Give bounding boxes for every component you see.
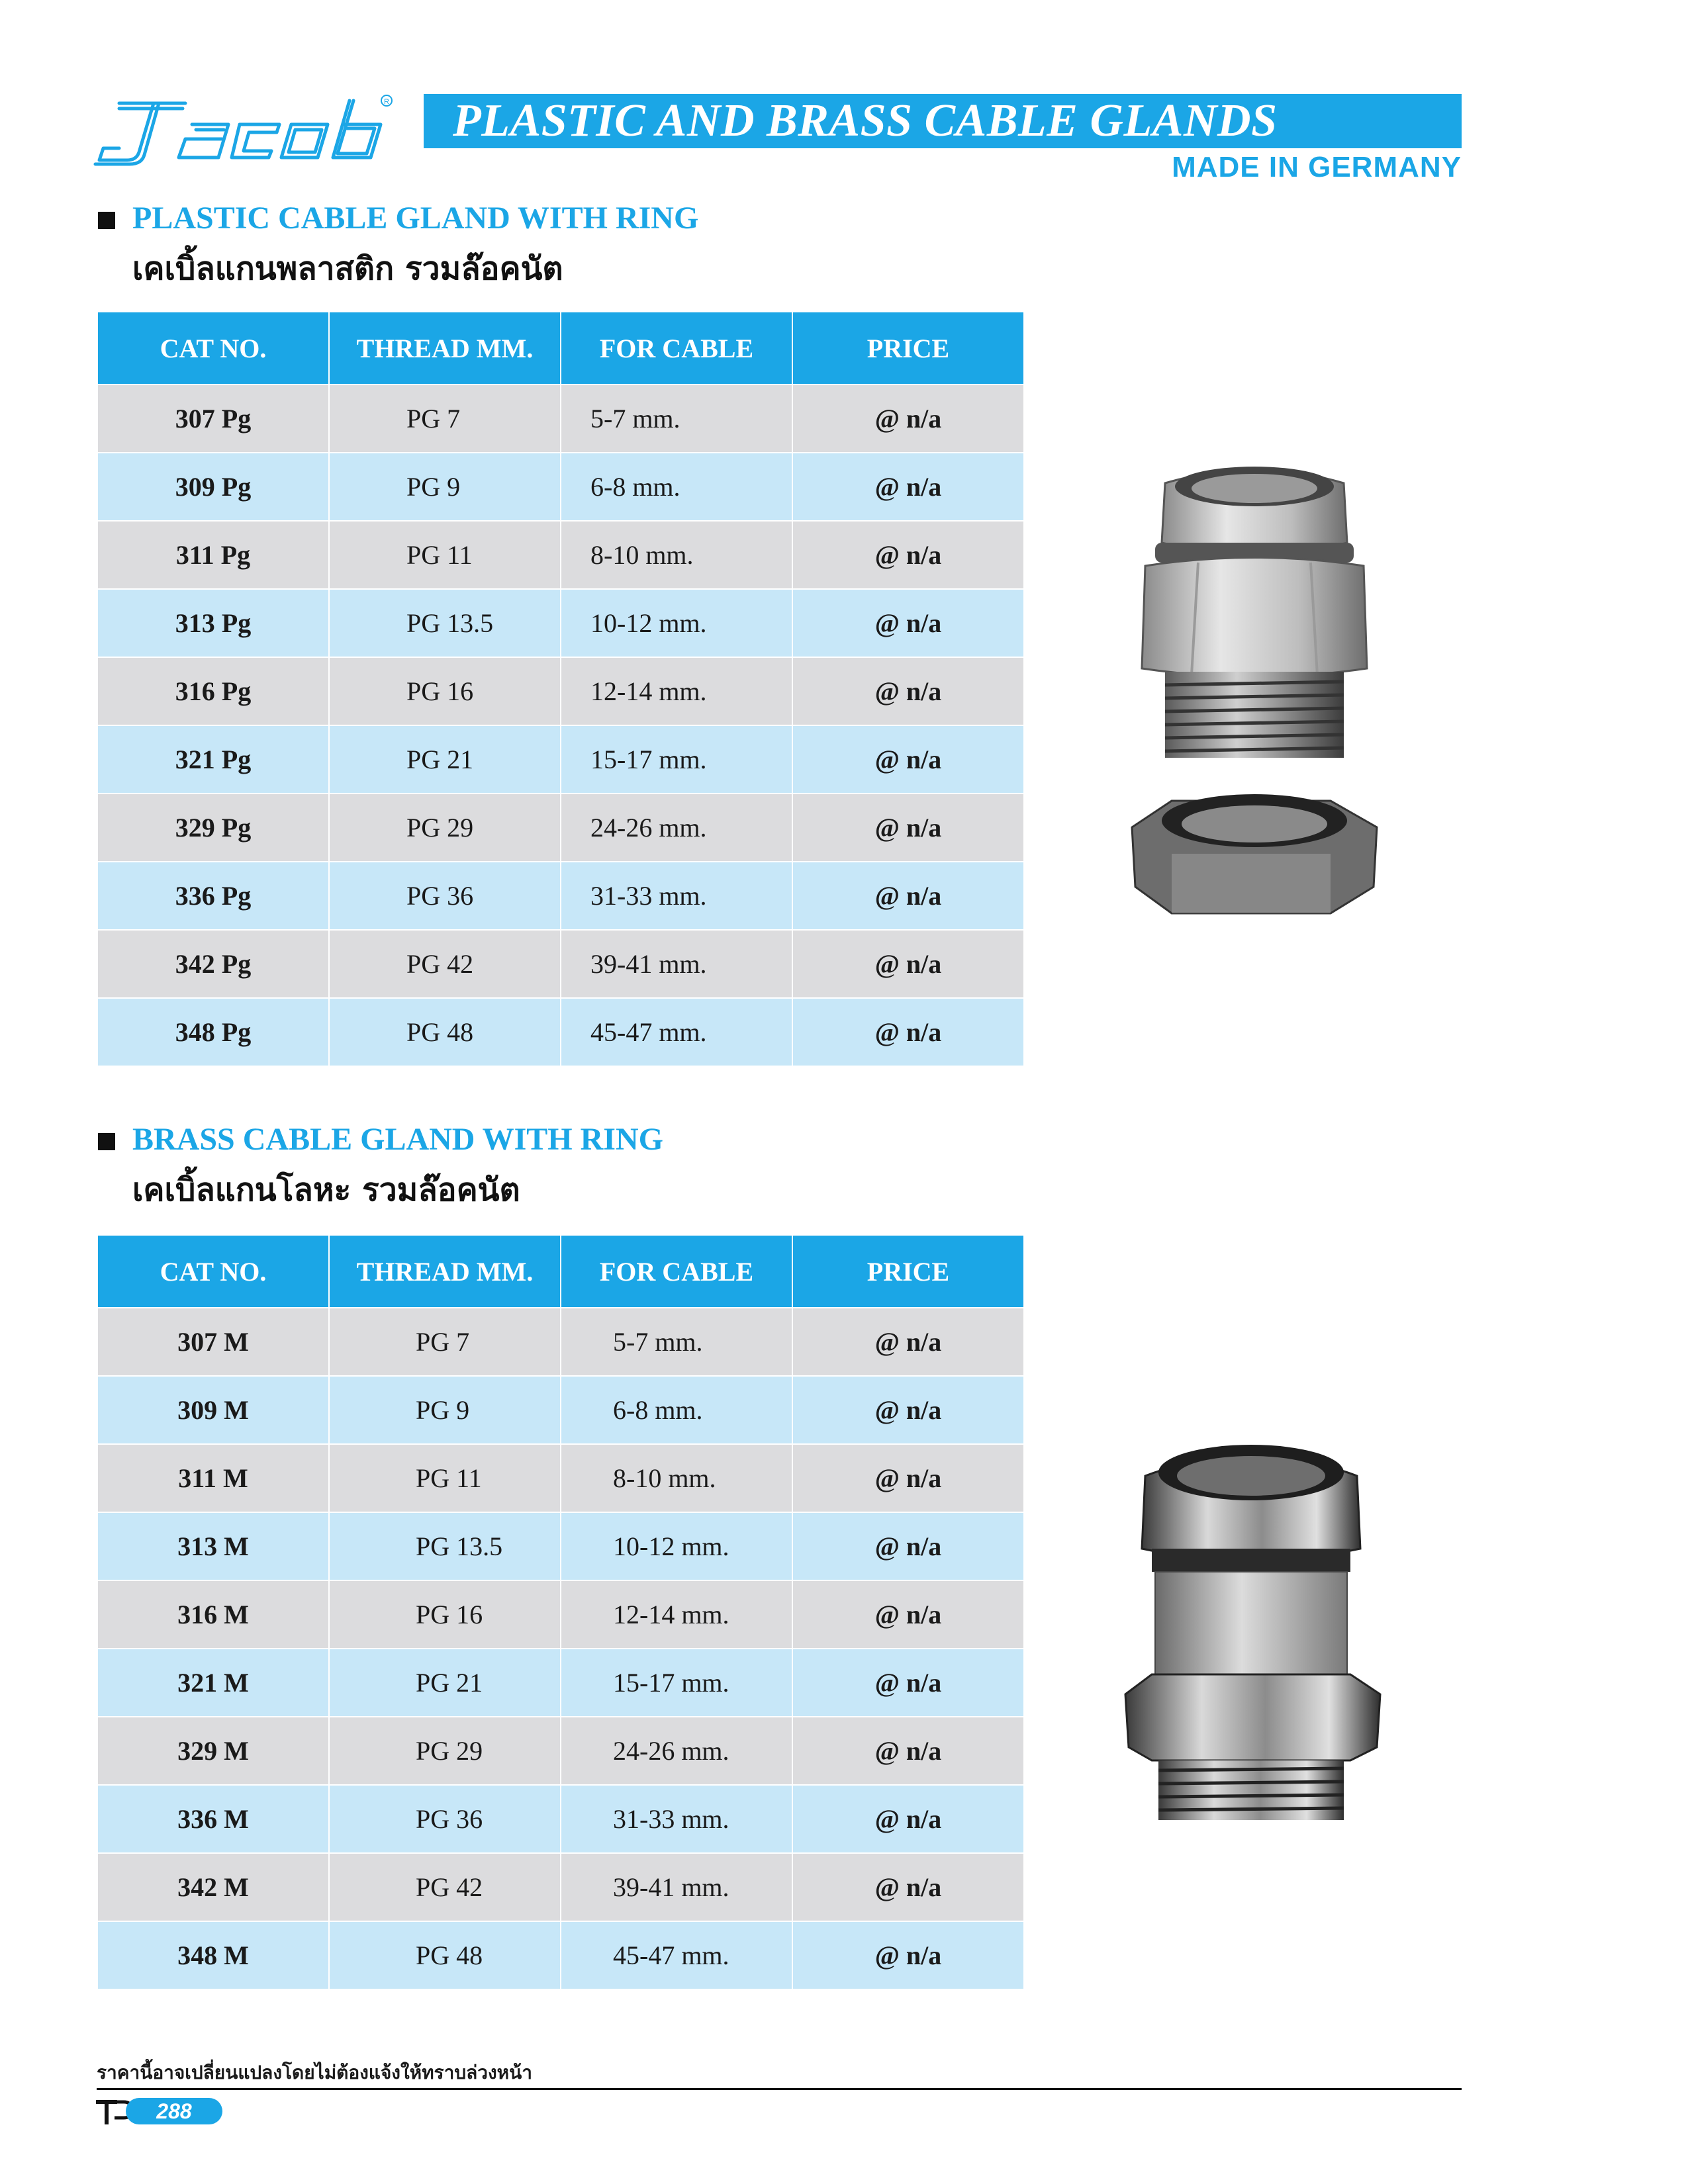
table-row xyxy=(97,521,1024,589)
cable-cell: 5-7 mm. xyxy=(561,1308,792,1376)
thread-cell: PG 7 xyxy=(329,1308,561,1376)
thread-cell: PG 48 xyxy=(329,1921,561,1989)
price-cell: @ n/a xyxy=(792,1853,1024,1921)
price-cell: @ n/a xyxy=(792,1580,1024,1649)
cable-cell: 8-10 mm. xyxy=(561,521,792,589)
thread-cell: PG 29 xyxy=(329,794,561,862)
column-header: PRICE xyxy=(792,312,1024,385)
table-row xyxy=(97,794,1024,862)
price-cell: @ n/a xyxy=(792,1512,1024,1580)
cat-no-cell: 342 Pg xyxy=(97,930,329,998)
price-cell: @ n/a xyxy=(792,725,1024,794)
table-row xyxy=(97,1785,1024,1853)
price-cell: @ n/a xyxy=(792,1785,1024,1853)
cable-cell: 24-26 mm. xyxy=(561,1717,792,1785)
table-row xyxy=(97,1512,1024,1580)
cat-no-cell: 348 Pg xyxy=(97,998,329,1066)
table-row xyxy=(97,998,1024,1066)
thread-cell: PG 48 xyxy=(329,998,561,1066)
cable-cell: 15-17 mm. xyxy=(561,1649,792,1717)
thread-cell: PG 36 xyxy=(329,862,561,930)
cable-cell: 12-14 mm. xyxy=(561,1580,792,1649)
table-header-row xyxy=(97,1235,1024,1308)
table-row xyxy=(97,1853,1024,1921)
made-in-label: MADE IN GERMANY xyxy=(1172,151,1462,183)
price-cell: @ n/a xyxy=(792,930,1024,998)
thread-cell: PG 21 xyxy=(329,1649,561,1717)
page-number: 288 xyxy=(156,2099,192,2123)
price-cell: @ n/a xyxy=(792,453,1024,521)
cat-no-cell: 321 M xyxy=(97,1649,329,1717)
thread-cell: PG 16 xyxy=(329,1580,561,1649)
price-cell: @ n/a xyxy=(792,998,1024,1066)
cable-cell: 10-12 mm. xyxy=(561,1512,792,1580)
cat-no-cell: 316 M xyxy=(97,1580,329,1649)
section1-title: PLASTIC CABLE GLAND WITH RING xyxy=(132,201,699,236)
thread-cell: PG 7 xyxy=(329,385,561,453)
price-cell: @ n/a xyxy=(792,521,1024,589)
column-header: THREAD MM. xyxy=(329,312,561,385)
table-row xyxy=(97,1308,1024,1376)
cat-no-cell: 313 M xyxy=(97,1512,329,1580)
table-row xyxy=(97,453,1024,521)
column-header: THREAD MM. xyxy=(329,1235,561,1308)
price-cell: @ n/a xyxy=(792,1717,1024,1785)
cable-cell: 6-8 mm. xyxy=(561,1376,792,1444)
price-cell: @ n/a xyxy=(792,1376,1024,1444)
plastic-cable-gland-photo xyxy=(1119,457,1390,940)
section2-title: BRASS CABLE GLAND WITH RING xyxy=(132,1122,663,1157)
thread-cell: PG 9 xyxy=(329,453,561,521)
thread-cell: PG 13.5 xyxy=(329,589,561,657)
price-cell: @ n/a xyxy=(792,1308,1024,1376)
thread-cell: PG 29 xyxy=(329,1717,561,1785)
jacob-logo xyxy=(93,91,394,171)
cat-no-cell: 311 Pg xyxy=(97,521,329,589)
cable-cell: 39-41 mm. xyxy=(561,930,792,998)
section1-subtitle: เคเบิ้ลแกนพลาสติก รวมล๊อคนัต xyxy=(132,250,563,287)
cat-no-cell: 336 Pg xyxy=(97,862,329,930)
cable-cell: 39-41 mm. xyxy=(561,1853,792,1921)
cable-cell: 15-17 mm. xyxy=(561,725,792,794)
price-cell: @ n/a xyxy=(792,1649,1024,1717)
column-header: FOR CABLE xyxy=(561,312,792,385)
cable-cell: 45-47 mm. xyxy=(561,1921,792,1989)
title-bar xyxy=(424,94,1462,148)
column-header: CAT NO. xyxy=(97,312,329,385)
price-cell: @ n/a xyxy=(792,1921,1024,1989)
cat-no-cell: 316 Pg xyxy=(97,657,329,725)
cat-no-cell: 342 M xyxy=(97,1853,329,1921)
column-header: PRICE xyxy=(792,1235,1024,1308)
price-disclaimer: ราคานี้อาจเปลี่ยนแปลงโดยไม่ต้องแจ้งให้ทราบล่วงหน้า xyxy=(97,2062,532,2083)
brass-cable-gland-photo xyxy=(1105,1430,1397,1827)
plastic-gland-table xyxy=(97,311,1025,1067)
cat-no-cell: 329 M xyxy=(97,1717,329,1785)
column-header: FOR CABLE xyxy=(561,1235,792,1308)
price-cell: @ n/a xyxy=(792,794,1024,862)
cable-cell: 24-26 mm. xyxy=(561,794,792,862)
section2-subtitle: เคเบิ้ลแกนโลหะ รวมล๊อคนัต xyxy=(132,1171,520,1208)
registered-mark: R xyxy=(384,98,389,106)
table-row xyxy=(97,1921,1024,1989)
thread-cell: PG 13.5 xyxy=(329,1512,561,1580)
page-number-badge xyxy=(126,2098,222,2124)
table-row xyxy=(97,1376,1024,1444)
table-header-row xyxy=(97,312,1024,385)
cat-no-cell: 348 M xyxy=(97,1921,329,1989)
cat-no-cell: 313 Pg xyxy=(97,589,329,657)
cat-no-cell: 309 Pg xyxy=(97,453,329,521)
cat-no-cell: 307 Pg xyxy=(97,385,329,453)
thread-cell: PG 42 xyxy=(329,1853,561,1921)
cable-cell: 10-12 mm. xyxy=(561,589,792,657)
cable-cell: 6-8 mm. xyxy=(561,453,792,521)
table-row xyxy=(97,725,1024,794)
price-cell: @ n/a xyxy=(792,657,1024,725)
thread-cell: PG 11 xyxy=(329,1444,561,1512)
cat-no-cell: 336 M xyxy=(97,1785,329,1853)
price-cell: @ n/a xyxy=(792,385,1024,453)
table-row xyxy=(97,1717,1024,1785)
table-row xyxy=(97,862,1024,930)
price-cell: @ n/a xyxy=(792,1444,1024,1512)
section-bullet-icon xyxy=(98,212,115,229)
cat-no-cell: 329 Pg xyxy=(97,794,329,862)
cable-cell: 45-47 mm. xyxy=(561,998,792,1066)
cable-cell: 31-33 mm. xyxy=(561,1785,792,1853)
cat-no-cell: 307 M xyxy=(97,1308,329,1376)
footer-divider xyxy=(97,2088,1462,2090)
thread-cell: PG 16 xyxy=(329,657,561,725)
thread-cell: PG 42 xyxy=(329,930,561,998)
cat-no-cell: 321 Pg xyxy=(97,725,329,794)
table-row xyxy=(97,589,1024,657)
table-row xyxy=(97,930,1024,998)
table-row xyxy=(97,385,1024,453)
cable-cell: 5-7 mm. xyxy=(561,385,792,453)
table-row xyxy=(97,657,1024,725)
price-cell: @ n/a xyxy=(792,589,1024,657)
table-row xyxy=(97,1580,1024,1649)
thread-cell: PG 36 xyxy=(329,1785,561,1853)
price-cell: @ n/a xyxy=(792,862,1024,930)
cable-cell: 8-10 mm. xyxy=(561,1444,792,1512)
brass-gland-table xyxy=(97,1234,1025,1990)
page-title: PLASTIC AND BRASS CABLE GLANDS xyxy=(453,95,1278,146)
table-row xyxy=(97,1444,1024,1512)
column-header: CAT NO. xyxy=(97,1235,329,1308)
thread-cell: PG 11 xyxy=(329,521,561,589)
cat-no-cell: 309 M xyxy=(97,1376,329,1444)
cable-cell: 12-14 mm. xyxy=(561,657,792,725)
section-bullet-icon xyxy=(98,1133,115,1150)
cable-cell: 31-33 mm. xyxy=(561,862,792,930)
thread-cell: PG 9 xyxy=(329,1376,561,1444)
cat-no-cell: 311 M xyxy=(97,1444,329,1512)
thread-cell: PG 21 xyxy=(329,725,561,794)
table-row xyxy=(97,1649,1024,1717)
